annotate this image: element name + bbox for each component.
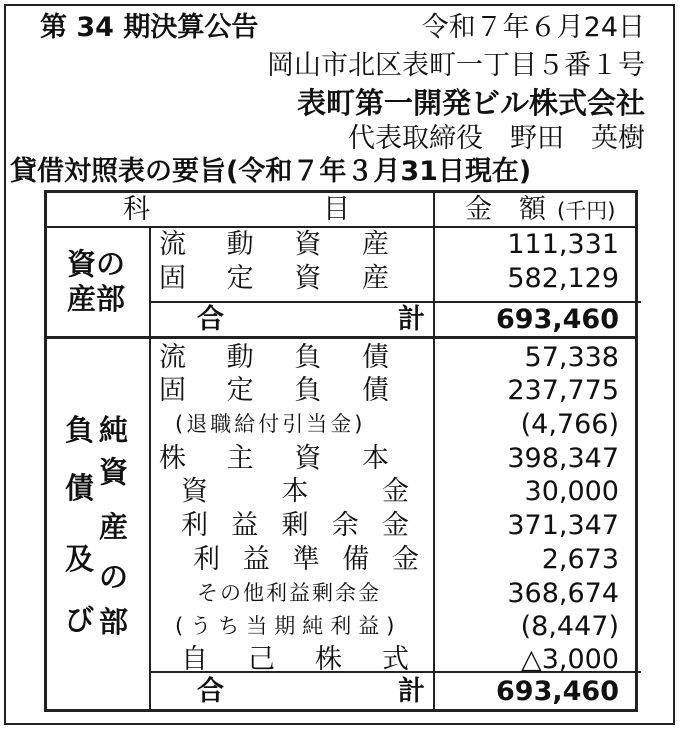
liab-item-value: 2,673 bbox=[541, 544, 619, 575]
liab-item-label: 自 己 株 式 bbox=[181, 644, 409, 675]
company-name: 表町第一開発ビル株式会社 bbox=[296, 86, 645, 120]
notice-date: 令和７年６月24日 bbox=[421, 12, 645, 43]
liab-item-label: 株 主 資 本 bbox=[159, 443, 389, 474]
liab-item-label: 固 定 負 債 bbox=[159, 375, 389, 406]
liab-section-label-col2: 資 bbox=[99, 455, 129, 489]
col-item-header-1: 科 bbox=[123, 194, 150, 225]
asset-section-label-2: 産部 bbox=[67, 282, 126, 316]
notice-title: 第 34 期決算公告 bbox=[40, 12, 259, 43]
liab-item-value: 371,347 bbox=[507, 510, 619, 541]
liab-item-label: 利 益 準 備 金 bbox=[193, 544, 419, 575]
liab-item-value: (4,766) bbox=[520, 409, 619, 440]
col-item-header-2: 目 bbox=[323, 194, 350, 225]
liab-item-value: △3,000 bbox=[520, 644, 619, 675]
asset-item-value: 111,331 bbox=[507, 229, 619, 260]
liab-item-label: (退職給付引当金) bbox=[175, 412, 366, 436]
col-amount-header: 金 額 bbox=[465, 194, 546, 225]
unit-label: (千円) bbox=[557, 199, 616, 223]
asset-item-label: 流 動 資 産 bbox=[159, 229, 389, 260]
liab-item-label: (うち当期純利益) bbox=[175, 614, 402, 638]
liab-item-value: 237,775 bbox=[507, 375, 619, 406]
liab-item-value: (8,447) bbox=[520, 611, 619, 642]
liab-section-label-col1: 債 bbox=[65, 471, 95, 505]
liab-item-value: 368,674 bbox=[507, 578, 619, 609]
liab-item-label: 流 動 負 債 bbox=[159, 342, 389, 373]
company-address: 岡山市北区表町一丁目５番１号 bbox=[267, 50, 645, 81]
liab-section-label-col1: 及 bbox=[65, 542, 95, 576]
balance-sheet-title: 貸借対照表の要旨(令和７年３月31日現在) bbox=[10, 156, 532, 187]
liab-section-label-col1: び bbox=[65, 603, 95, 637]
asset-item-value: 582,129 bbox=[507, 263, 619, 294]
liab-item-label: その他利益剰余金 bbox=[197, 581, 381, 605]
liab-item-value: 398,347 bbox=[507, 443, 619, 474]
asset-total-value: 693,460 bbox=[496, 304, 619, 335]
liab-item-value: 57,338 bbox=[524, 342, 619, 373]
asset-total-label: 合 計 bbox=[197, 304, 425, 335]
asset-section-label-1: 資の bbox=[67, 247, 126, 281]
asset-item-label: 固 定 資 産 bbox=[159, 263, 389, 294]
liab-item-value: 30,000 bbox=[524, 476, 619, 507]
liab-item-label: 資 本 金 bbox=[181, 476, 409, 507]
liab-total-value: 693,460 bbox=[496, 676, 619, 707]
liab-section-label-col2: 部 bbox=[99, 605, 129, 639]
balance-sheet-table bbox=[44, 190, 638, 712]
representative: 代表取締役 野田 英樹 bbox=[348, 123, 645, 154]
liab-item-label: 利 益 剰 余 金 bbox=[181, 510, 409, 541]
liab-section-label-col2: の bbox=[99, 560, 129, 594]
liab-total-label: 合 計 bbox=[197, 676, 425, 707]
liab-section-label-col2: 純 bbox=[99, 413, 129, 447]
liab-section-label-col1: 負 bbox=[65, 413, 95, 447]
liab-section-label-col2: 産 bbox=[99, 510, 129, 544]
